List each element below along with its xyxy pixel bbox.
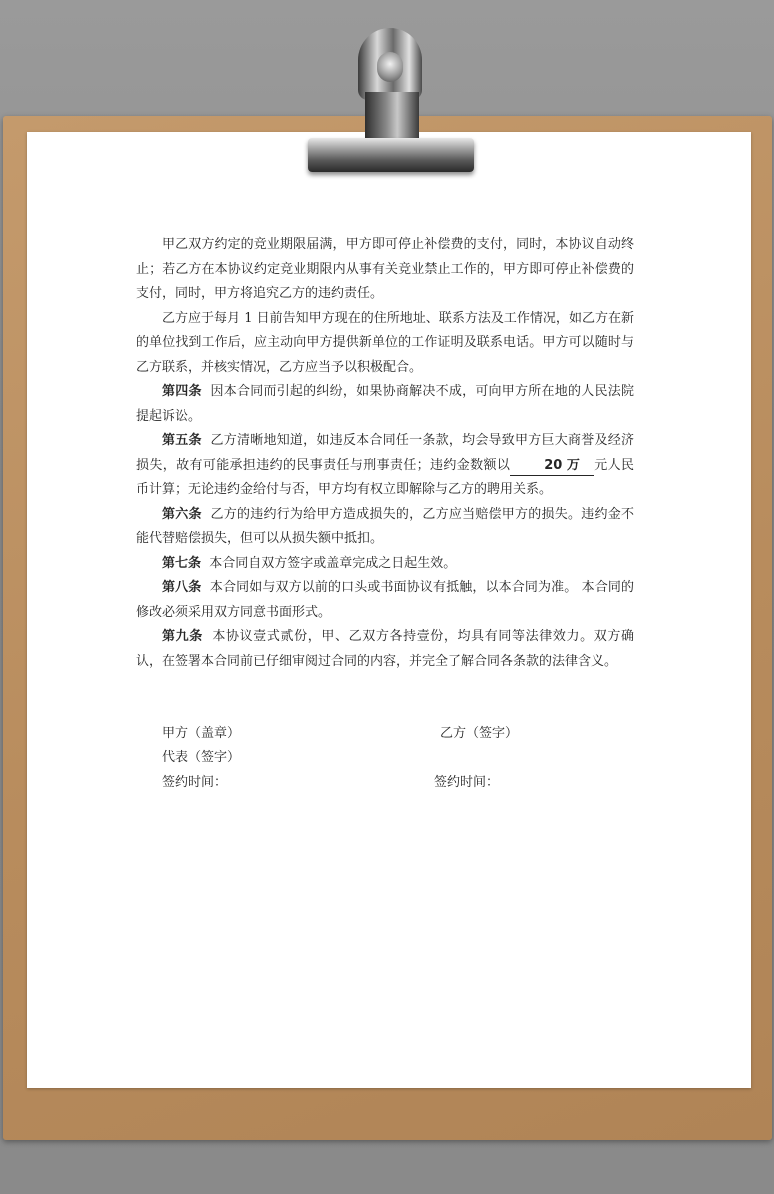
paragraph-reporting: [136, 307, 634, 381]
clip-bar: [308, 138, 474, 172]
article-5: [136, 429, 634, 503]
date-label-b: 签约时间：: [434, 775, 500, 790]
article-7: [136, 552, 634, 577]
article-9: [136, 625, 634, 674]
article-text: 乙方清晰地知道，如违反本合同任一条款，均会导致甲方巨大商誉及经济损失，故有可能承担违约的民事责任与刑事责任；违约金数额以: [136, 433, 634, 473]
article-4: [136, 380, 634, 429]
article-number: 第八条: [162, 580, 202, 595]
penalty-amount: 20 万: [510, 457, 594, 476]
article-number: 第四条: [162, 384, 202, 399]
party-b-sign-label: 乙方（签字）: [440, 726, 519, 741]
paragraph-termination: [136, 233, 634, 307]
article-number: 第九条: [162, 629, 203, 644]
article-text: 因本合同而引起的纠纷，如果协商解决不成，可向甲方所在地的人民法院提起诉讼。: [136, 384, 634, 424]
clip-hole: [377, 52, 403, 82]
article-text: 本合同自双方签字或盖章完成之日起生效。: [209, 555, 457, 571]
article-text: 本合同如与双方以前的口头或书面协议有抵触，以本合同为准。 本合同的修改必须采用双方同意书面形式。: [136, 580, 634, 620]
article-number: 第七条: [162, 555, 202, 571]
article-text: 元人民币计算；无论违约金给付与否，甲方均有权立即解除与乙方的聘用关系。: [136, 457, 634, 497]
article-number: 第六条: [162, 506, 202, 522]
paragraph-text: 乙方应于每月 1 日前告知甲方现在的住所地址、联系方法及工作情况，如乙方在新的单位找到工作后，应主动向甲方提供新单位的工作证明及联系电话。甲方可以随时与乙方联系，并核实情况，乙方应当予以积极配合。: [136, 310, 634, 375]
clip-body: [365, 92, 419, 140]
paragraph-text: 甲乙双方约定的竞业期限届满，甲方即可停止补偿费的支付，同时，本协议自动终止；若乙方在本协议约定竞业期限内从事有关竞业禁止工作的，甲方即可停止补偿费的支付，同时，甲方将追究乙方的违约责任。: [136, 237, 634, 301]
article-text: 本协议壹式贰份，甲、乙双方各持壹份，均具有同等法律效力。双方确认，在签署本合同前已仔细审阅过合同的内容，并完全了解合同各条款的法律含义。: [136, 629, 634, 669]
article-text: 乙方的违约行为给甲方造成损失的，乙方应当赔偿甲方的损失。违约金不能代替赔偿损失，但可以从损失额中抵扣。: [136, 506, 634, 546]
contract-body: [136, 233, 634, 674]
date-label-a: 签约时间：: [162, 775, 228, 790]
article-8: [136, 576, 634, 625]
article-number: 第五条: [162, 433, 202, 448]
party-a-seal-label: 甲方（盖章）: [162, 726, 241, 741]
representative-label: 代表（签字）: [162, 750, 241, 765]
article-6: [136, 503, 634, 552]
